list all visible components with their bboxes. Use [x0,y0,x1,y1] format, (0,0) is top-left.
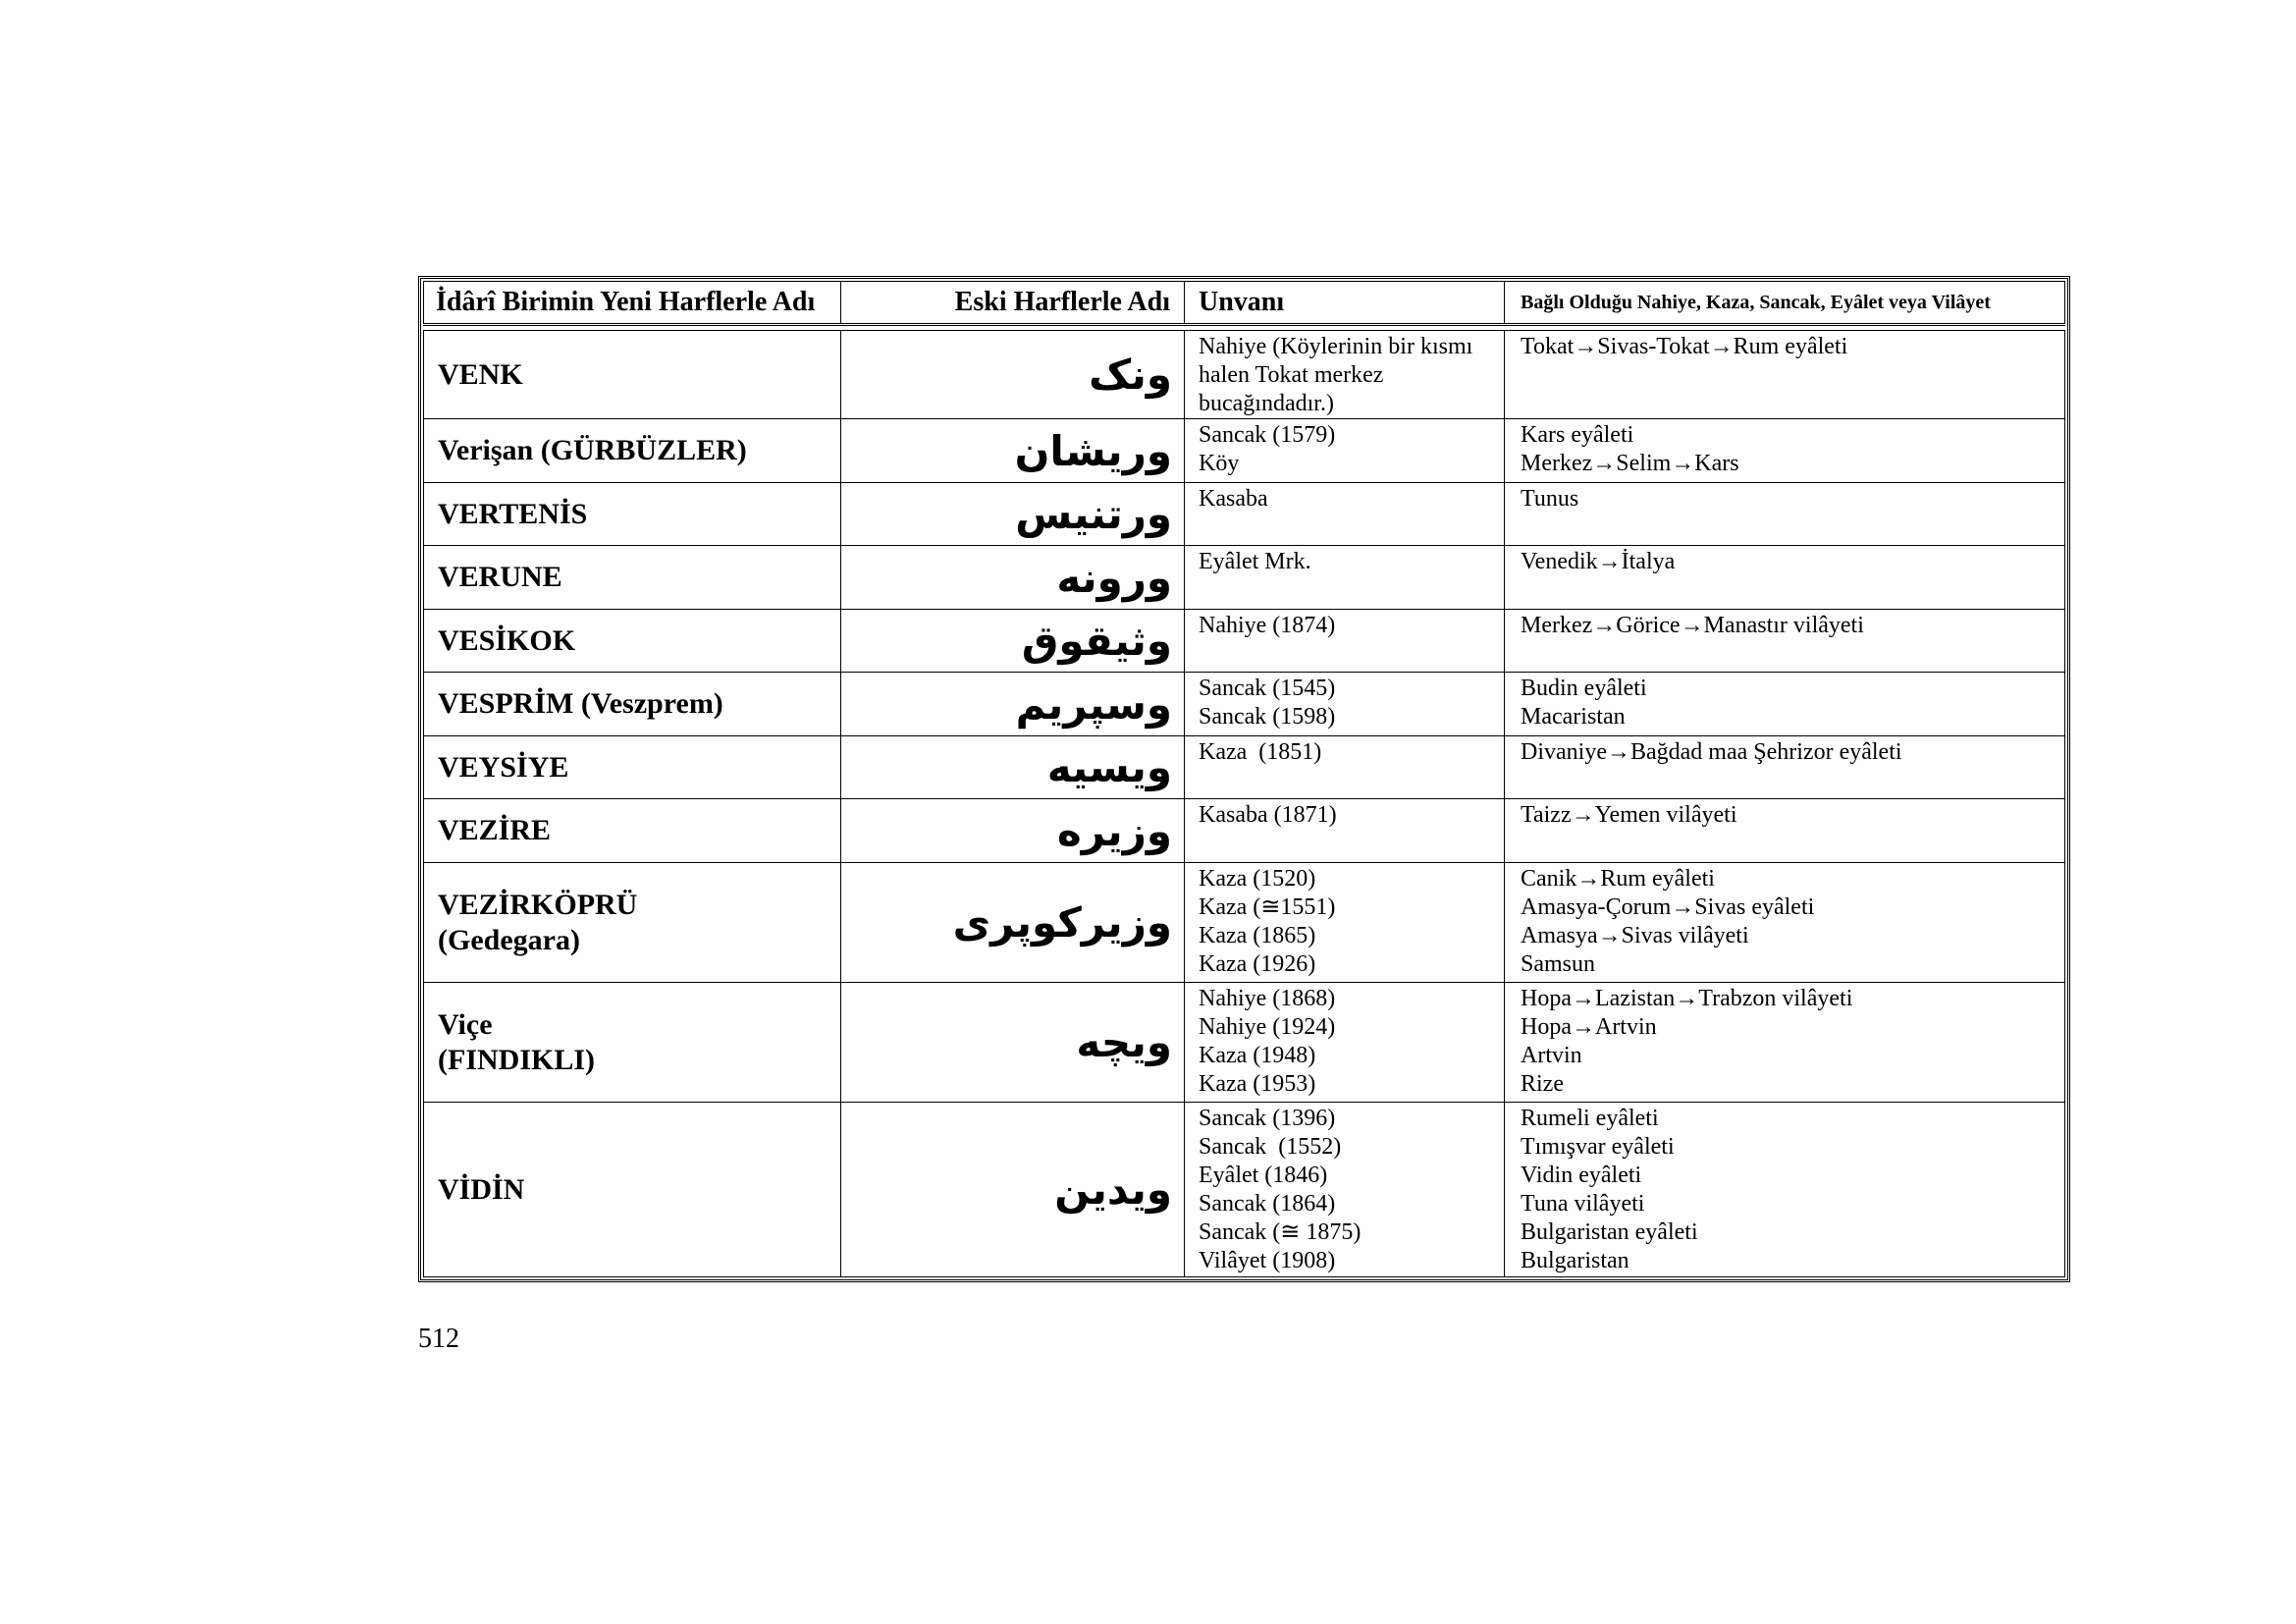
old-name-cell: وریشان [841,419,1185,483]
new-name-cell-line: VESİKOK [438,623,576,657]
title-cell [1185,673,1505,736]
new-name-cell-line: Viçe [438,1007,493,1041]
title-cell-line: halen Tokat merkez [1199,362,1384,388]
parent-unit-cell-line: Divaniye→Bağdad maa Şehrizor eyâleti [1521,739,1902,765]
parent-unit-cell-line: Taizz→Yemen vilâyeti [1521,802,1737,828]
new-name-cell-line: VERUNE [438,561,562,593]
header-row [424,282,2065,325]
title-cell-line: Sancak (1579) [1199,422,1336,448]
new-name-cell [424,331,841,419]
new-name-cell [424,799,841,863]
title-cell-line: Eyâlet (1846) [1199,1163,1328,1188]
parent-unit-cell [1505,983,2065,1103]
parent-unit-cell [1505,1103,2065,1277]
new-name-cell [424,736,841,799]
parent-unit-cell-line: Kars eyâleti [1521,422,1634,448]
title-cell-line: Nahiye (1924) [1199,1014,1336,1040]
new-name-cell-line: VEZİRE [438,814,552,846]
parent-unit-cell-line: Samsun [1521,951,1596,977]
new-name-cell-line: VİDİN [438,1172,525,1206]
parent-unit-cell-line: Artvin [1521,1043,1582,1068]
parent-unit-cell-line: Budin eyâleti [1521,676,1647,701]
title-cell-line: Kasaba (1871) [1199,802,1337,828]
page-number: 512 [418,1324,459,1354]
title-cell-line: bucağındadır.) [1199,391,1334,416]
parent-unit-cell-line: Bulgaristan [1521,1248,1629,1273]
new-name-cell-line: (Gedegara) [438,923,580,956]
new-name-cell-line: VEYSİYE [438,750,569,784]
parent-unit-cell-line: Rize [1521,1071,1564,1097]
table-row [424,331,2065,419]
title-cell-line: Kaza (1926) [1199,951,1316,977]
new-name-cell-line: VENK [438,357,523,391]
title-cell-line: Kaza (1865) [1199,923,1316,948]
title-cell-line: Sancak (1545) [1199,676,1336,701]
header-title: Unvanı [1185,282,1505,325]
table-row [424,1103,2065,1277]
title-cell [1185,546,1505,610]
parent-unit-cell-line: Hopa→Lazistan→Trabzon vilâyeti [1521,986,1853,1011]
title-cell [1185,331,1505,419]
parent-unit-cell-line: Merkez→Görice→Manastır vilâyeti [1521,613,1864,638]
old-name-cell: وسپریم [841,673,1185,736]
new-name-cell [424,419,841,483]
parent-unit-cell [1505,799,2065,863]
parent-unit-cell [1505,483,2065,546]
parent-unit-cell-line: Rumeli eyâleti [1521,1106,1659,1131]
title-cell-line: Eyâlet Mrk. [1199,549,1311,574]
header-parent-unit: Bağlı Olduğu Nahiye, Kaza, Sancak, Eyâlet veya Vilâyet [1505,282,2065,325]
parent-unit-cell [1505,673,2065,736]
title-cell [1185,863,1505,983]
table-row [424,736,2065,799]
title-cell-line: Kaza (1851) [1199,739,1322,765]
title-cell [1185,736,1505,799]
old-name-cell: ورونه [841,546,1185,610]
title-cell-line: Sancak (1396) [1199,1106,1336,1131]
title-cell-line: Sancak (1864) [1199,1191,1336,1217]
new-name-cell-line: (FINDIKLI) [438,1043,596,1076]
old-name-cell: ونک [841,331,1185,419]
parent-unit-cell [1505,331,2065,419]
parent-unit-cell-line: Tuna vilâyeti [1521,1191,1645,1217]
parent-unit-cell [1505,736,2065,799]
new-name-cell [424,673,841,736]
header-new-name: İdârî Birimin Yeni Harflerle Adı [424,282,841,325]
table-row [424,483,2065,546]
table-row [424,673,2065,736]
parent-unit-cell-line: Amasya→Sivas vilâyeti [1521,923,1749,948]
parent-unit-cell [1505,546,2065,610]
old-name-cell: ویدین [841,1103,1185,1277]
parent-unit-cell [1505,610,2065,673]
header-old-name: Eski Harflerle Adı [841,282,1185,325]
title-cell-line: Nahiye (Köylerinin bir kısmı [1199,334,1473,359]
title-cell [1185,483,1505,546]
parent-unit-cell-line: Tımışvar eyâleti [1521,1134,1675,1160]
parent-unit-cell-line: Bulgaristan eyâleti [1521,1219,1698,1245]
title-cell-line: Kaza (≅1551) [1199,894,1336,920]
new-name-cell [424,1103,841,1277]
parent-unit-cell-line: Vidin eyâleti [1521,1163,1642,1188]
title-cell-line: Sancak (1552) [1199,1134,1342,1160]
table [423,281,2065,1277]
new-name-cell-line: VERTENİS [438,497,588,530]
new-name-cell [424,863,841,983]
title-cell [1185,983,1505,1103]
parent-unit-cell-line: Merkez→Selim→Kars [1521,451,1739,476]
title-cell-line: Kaza (1520) [1199,866,1316,892]
title-cell-line: Kaza (1948) [1199,1043,1316,1068]
table-row [424,863,2065,983]
table-row [424,983,2065,1103]
parent-unit-cell-line: Macaristan [1521,704,1626,730]
title-cell [1185,1103,1505,1277]
parent-unit-cell [1505,863,2065,983]
title-cell-line: Nahiye (1874) [1199,613,1336,638]
title-cell-line: Kasaba [1199,486,1268,512]
new-name-cell-line: VEZİRKÖPRÜ [438,888,638,921]
old-name-cell: ویچه [841,983,1185,1103]
old-name-cell: ورتنیس [841,483,1185,546]
parent-unit-cell [1505,419,2065,483]
parent-unit-cell-line: Tunus [1521,486,1579,512]
new-name-cell [424,546,841,610]
title-cell-line: Nahiye (1868) [1199,986,1336,1011]
table-body [424,325,2065,1277]
title-cell-line: Sancak (1598) [1199,704,1336,730]
new-name-cell [424,483,841,546]
title-cell-line: Köy [1199,451,1240,476]
new-name-cell-line: VESPRİM (Veszprem) [438,687,723,720]
old-name-cell: ویسیه [841,736,1185,799]
parent-unit-cell-line: Canik→Rum eyâleti [1521,866,1715,892]
parent-unit-cell-line: Tokat→Sivas-Tokat→Rum eyâleti [1521,334,1848,359]
table-row [424,799,2065,863]
table-row [424,419,2065,483]
table-row [424,546,2065,610]
old-name-cell: وزیره [841,799,1185,863]
administrative-units-table [418,276,2070,1282]
parent-unit-cell-line: Venedik→İtalya [1521,549,1676,574]
new-name-cell-line: Verişan (GÜRBÜZLER) [438,434,747,466]
old-name-cell: وثیقوق [841,610,1185,673]
parent-unit-cell-line: Hopa→Artvin [1521,1014,1657,1040]
title-cell [1185,419,1505,483]
table-row [424,610,2065,673]
new-name-cell [424,983,841,1103]
title-cell-line: Kaza (1953) [1199,1071,1316,1097]
title-cell [1185,610,1505,673]
title-cell-line: Sancak (≅ 1875) [1199,1219,1362,1245]
title-cell [1185,799,1505,863]
title-cell-line: Vilâyet (1908) [1199,1248,1336,1273]
parent-unit-cell-line: Amasya-Çorum→Sivas eyâleti [1521,894,1815,920]
new-name-cell [424,610,841,673]
old-name-cell: وزیرکوپری [841,863,1185,983]
